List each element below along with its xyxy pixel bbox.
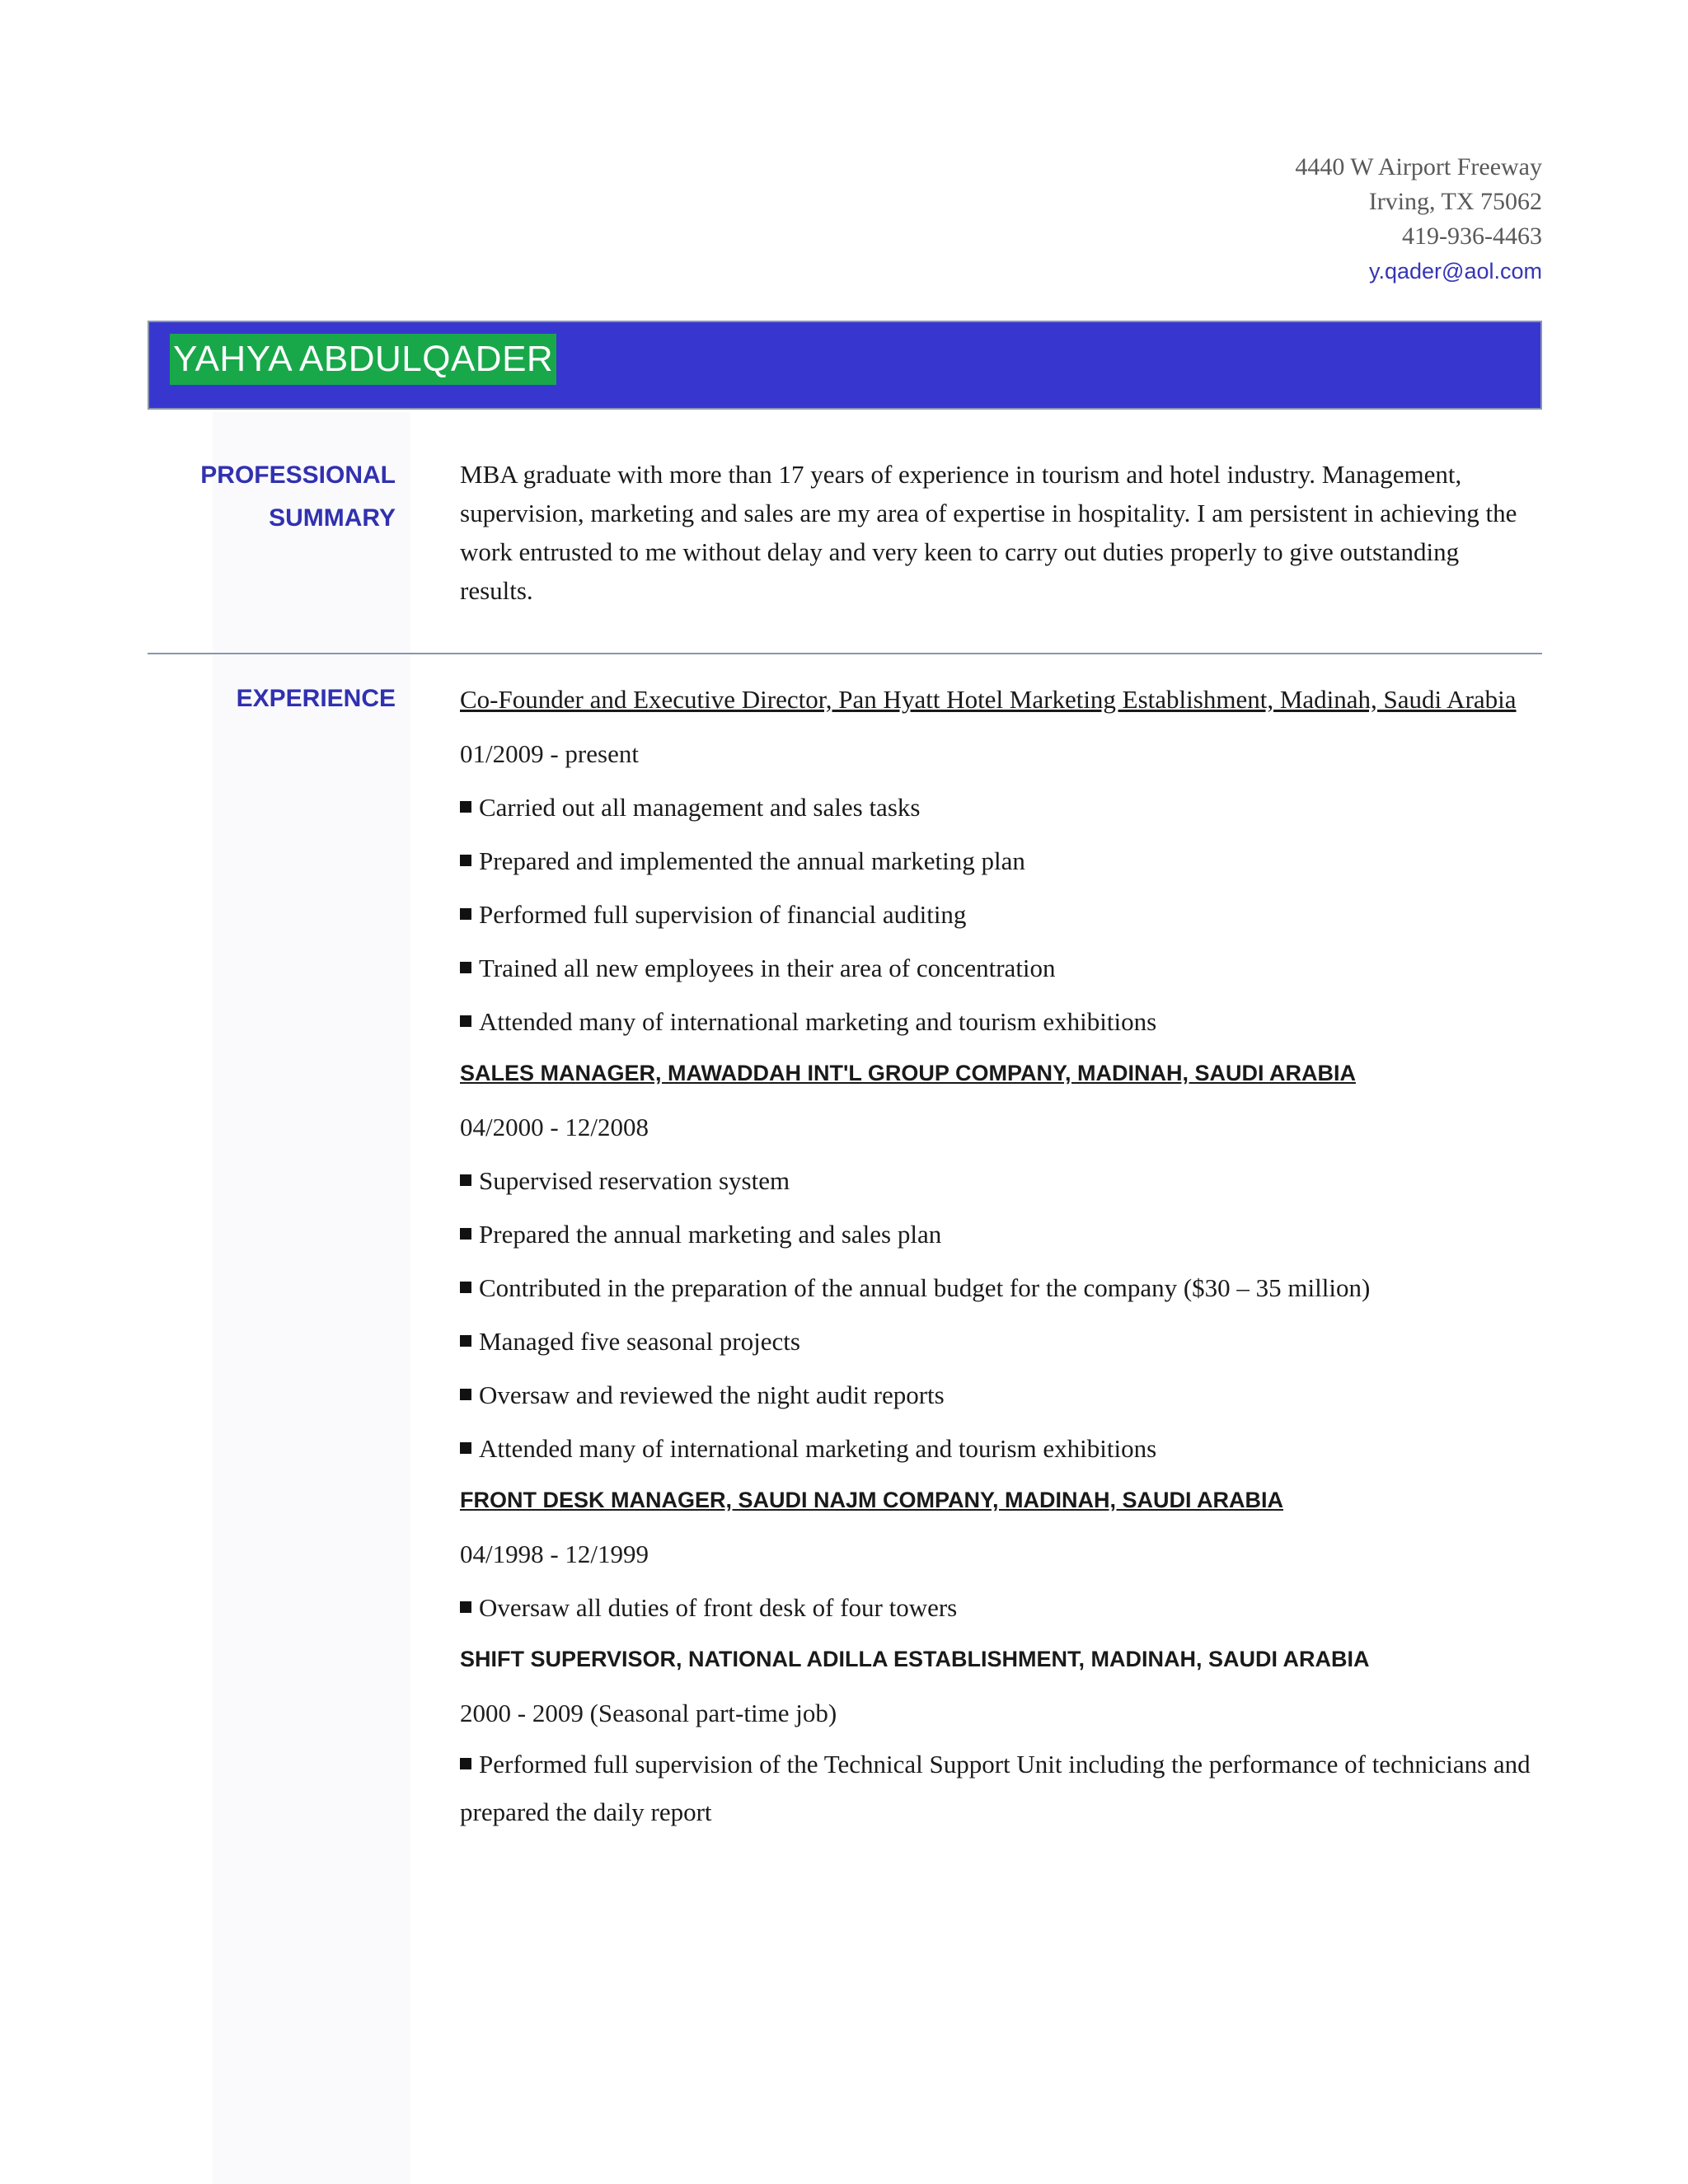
job-bullet: [460, 1216, 1531, 1254]
job-bullet-text: Supervised reservation system: [479, 1166, 790, 1195]
job-bullet: [460, 1162, 1531, 1200]
bullet-square-icon: [460, 1282, 471, 1293]
job-dates: 2000 - 2009 (Seasonal part-time job): [460, 1699, 837, 1727]
summary-heading-line-1: PROFESSIONAL: [200, 462, 396, 489]
summary-heading-line-2: SUMMARY: [269, 504, 396, 532]
bullet-square-icon: [460, 1335, 471, 1347]
address-line-2: Irving, TX 75062: [1368, 188, 1542, 215]
job-bullet: [460, 1269, 1531, 1307]
job-bullet-text: Attended many of international marketing and tourism exhibitions: [479, 1007, 1157, 1036]
summary-heading: [200, 454, 396, 540]
job-bullet-text: Carried out all management and sales tasks: [479, 793, 921, 822]
job-bullet-text: Attended many of international marketing and tourism exhibitions: [479, 1434, 1157, 1463]
bullet-square-icon: [460, 1758, 471, 1769]
job-entry: [460, 1481, 1531, 1627]
job-bullet-text: Managed five seasonal projects: [479, 1327, 800, 1356]
job-bullet: [460, 842, 1531, 880]
bullet-square-icon: [460, 962, 471, 973]
job-entry: [460, 681, 1531, 1041]
bullet-square-icon: [460, 1228, 471, 1240]
job-bullet-text: Prepared and implemented the annual marketing plan: [479, 846, 1025, 875]
bullet-square-icon: [460, 801, 471, 813]
experience-heading: EXPERIENCE: [236, 685, 396, 712]
job-bullet: [460, 896, 1531, 934]
bullet-square-icon: [460, 1174, 471, 1186]
job-bullet: [460, 1003, 1531, 1041]
experience-list: [460, 681, 1531, 1836]
job-bullet-text: Prepared the annual marketing and sales plan: [479, 1220, 942, 1249]
job-bullet-text: Contributed in the preparation of the annual budget for the company ($30 – 35 million): [479, 1273, 1371, 1302]
job-bullet-text: Oversaw and reviewed the night audit reports: [479, 1380, 945, 1409]
contact-block: [1295, 150, 1542, 288]
job-bullet-text: Oversaw all duties of front desk of four towers: [479, 1593, 958, 1622]
bullet-square-icon: [460, 908, 471, 920]
job-title: FRONT DESK MANAGER, SAUDI NAJM COMPANY, MADINAH, SAUDI ARABIA: [460, 1488, 1284, 1512]
job-bullet: [460, 1376, 1531, 1414]
name-banner: [148, 321, 1542, 410]
job-dates: 01/2009 - present: [460, 739, 639, 768]
job-bullet-text: Performed full supervision of the Technical Support Unit including the performance of technicians and prepared the daily report: [460, 1750, 1531, 1826]
bullet-square-icon: [460, 1601, 471, 1613]
candidate-name: YAHYA ABDULQADER: [170, 334, 556, 385]
summary-text: MBA graduate with more than 17 years of experience in tourism and hotel industry. Management, supervision, marketing and sales are my area of expertise in hospitality. I am persistent in achieving the work entrusted to me without delay and very keen to carry out duties properly to give outstanding results.: [460, 460, 1517, 605]
job-bullet: [460, 949, 1531, 987]
job-dates: 04/2000 - 12/2008: [460, 1113, 649, 1141]
section-divider: [148, 653, 1542, 654]
job-entry: [460, 1640, 1531, 1836]
job-title: Co-Founder and Executive Director, Pan Hyatt Hotel Marketing Establishment, Madinah, Saudi Arabia: [460, 685, 1517, 714]
email-link[interactable]: y.qader@aol.com: [1368, 259, 1542, 284]
job-bullet: [460, 1430, 1531, 1468]
job-entry: [460, 1054, 1531, 1468]
job-bullet-text: Performed full supervision of financial auditing: [479, 900, 967, 929]
bullet-square-icon: [460, 1389, 471, 1400]
job-title: SALES MANAGER, MAWADDAH INT'L GROUP COMPANY, MADINAH, SAUDI ARABIA: [460, 1061, 1356, 1085]
job-dates: 04/1998 - 12/1999: [460, 1540, 649, 1568]
job-bullet: [460, 1589, 1531, 1627]
address-line-1: 4440 W Airport Freeway: [1295, 153, 1542, 180]
job-title: SHIFT SUPERVISOR, NATIONAL ADILLA ESTABLISHMENT, MADINAH, SAUDI ARABIA: [460, 1647, 1370, 1671]
bullet-square-icon: [460, 1015, 471, 1027]
job-bullet: [460, 1323, 1531, 1361]
bullet-square-icon: [460, 1442, 471, 1454]
bullet-square-icon: [460, 855, 471, 866]
job-bullet: [460, 789, 1531, 827]
phone-number: 419-936-4463: [1402, 223, 1542, 250]
job-bullet-text: Trained all new employees in their area of concentration: [479, 954, 1056, 982]
job-bullet: [460, 1741, 1531, 1836]
